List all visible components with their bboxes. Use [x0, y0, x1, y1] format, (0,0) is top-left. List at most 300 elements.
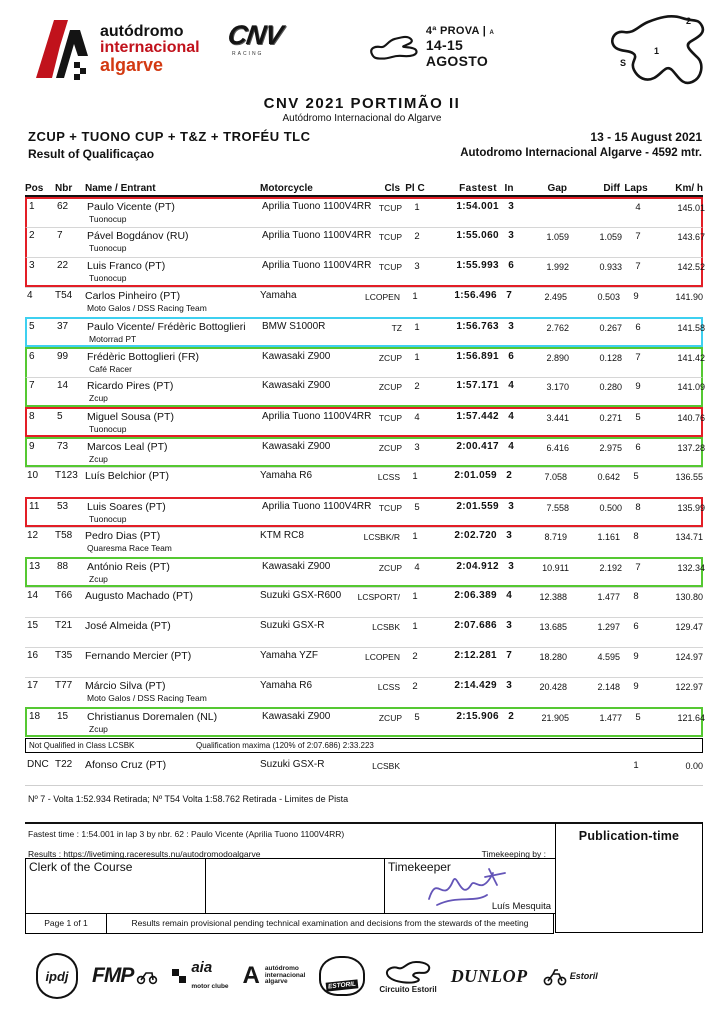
row-position: 6 — [29, 351, 35, 362]
aia-line1: autódromo — [100, 22, 184, 40]
separator-line — [25, 785, 703, 786]
row-motorcycle: Suzuki GSX-R600 — [260, 590, 342, 601]
cnv-logo — [225, 20, 318, 68]
rider-name: Fernando Mercier (PT) — [85, 650, 192, 662]
result-row — [25, 757, 703, 783]
trackmap-label-s: S — [620, 58, 627, 68]
result-row — [25, 317, 703, 347]
row-diff: 4.595 — [597, 651, 620, 662]
row-kmh: 134.71 — [675, 531, 703, 542]
row-in-lap: 4 — [508, 380, 514, 391]
prova-line1 — [426, 25, 518, 37]
row-kmh: 132.34 — [677, 562, 705, 573]
result-row — [25, 557, 703, 587]
row-place-in-class: 2 — [412, 681, 418, 692]
aia-logo — [30, 12, 210, 86]
signature-row — [25, 858, 556, 914]
aia-line3: algarve — [100, 55, 164, 76]
row-motorcycle: Kawasaki Z900 — [262, 351, 331, 362]
aia-checker-icon — [172, 969, 186, 983]
row-fastest-time: 1:55.993 — [456, 260, 499, 271]
row-fastest-time — [430, 759, 497, 783]
result-label: Result of Qualificaçao — [28, 147, 155, 161]
row-diff: 0.933 — [599, 261, 622, 272]
clerk-label: Clerk of the Course — [29, 860, 133, 874]
row-in-lap: 3 — [508, 230, 514, 241]
aia-line2: internacional — [100, 38, 200, 56]
row-number: 53 — [57, 501, 69, 512]
row-kmh: 145.01 — [677, 202, 705, 213]
row-class: LCSS — [377, 472, 400, 482]
row-name-cell — [85, 470, 260, 497]
row-place-in-class: 1 — [412, 531, 418, 542]
page-subtitle: Autódromo Internacional do Algarve — [282, 113, 442, 124]
publication-time-box — [555, 822, 703, 933]
row-class: TCUP — [378, 503, 402, 513]
prova-track-icon — [368, 30, 420, 64]
col-fastest: Fastest — [459, 183, 497, 194]
row-motorcycle: Aprilia Tuono 1100V4RR — [262, 230, 372, 241]
empty-signature-box — [205, 858, 385, 914]
row-fastest-time: 1:57.442 — [456, 411, 499, 422]
row-diff: 2.192 — [599, 562, 622, 573]
stewards-note: Nº 7 - Volta 1:52.934 Retirada; Nº T54 Volta 1:58.762 Retirada - Limites de Pista — [28, 794, 349, 804]
result-row — [25, 647, 703, 677]
timekeeper-name: Luís Mesquita — [491, 901, 551, 912]
row-in-lap: 6 — [508, 260, 514, 271]
row-fastest-time: 2:15.906 — [456, 711, 499, 722]
row-kmh: 121.64 — [677, 712, 705, 723]
timekeeping-by-label: Timekeeping by : — [481, 849, 546, 859]
row-gap: 7.558 — [546, 502, 569, 513]
row-in-lap: 3 — [506, 620, 512, 631]
row-name-cell — [87, 260, 262, 285]
row-gap: 7.058 — [544, 471, 567, 482]
row-motorcycle: KTM RC8 — [260, 530, 304, 541]
col-kmh: Km/ h — [675, 183, 703, 194]
fastest-time-line: Fastest time : 1:54.001 in lap 3 by nbr. 62 : Paulo Vicente (Aprilia Tuono 1100V4RR) — [28, 829, 345, 839]
row-fastest-time: 2:12.281 — [454, 650, 497, 661]
row-gap: 10.911 — [542, 562, 569, 573]
result-row — [25, 377, 703, 407]
row-position: 18 — [29, 711, 41, 722]
row-place-in-class: 1 — [412, 471, 418, 482]
row-class: LCSBK/R — [363, 532, 400, 542]
row-motorcycle: Kawasaki Z900 — [262, 561, 331, 572]
row-gap: 2.762 — [546, 322, 569, 333]
row-fastest-time: 1:56.496 — [454, 290, 497, 301]
estoril-helmet-logo — [319, 956, 365, 996]
row-place-in-class: 4 — [414, 562, 420, 573]
row-laps: 5 — [633, 471, 639, 482]
dnc-row-container — [25, 757, 703, 783]
row-in-lap: 3 — [508, 321, 514, 332]
row-position: 13 — [29, 561, 41, 572]
timekeeper-label: Timekeeper — [388, 860, 451, 874]
row-place-in-class: 3 — [414, 261, 420, 272]
row-in-lap — [497, 759, 521, 783]
row-laps: 5 — [635, 712, 641, 723]
row-laps: 7 — [635, 352, 641, 363]
row-laps: 8 — [633, 531, 639, 542]
rider-name: Luis Soares (PT) — [87, 501, 166, 513]
entrant-name: Tuonocup — [89, 424, 127, 434]
row-position: 3 — [29, 260, 35, 271]
row-gap: 20.428 — [539, 681, 567, 692]
row-fastest-time: 1:55.060 — [456, 230, 499, 241]
col-nbr: Nbr — [55, 183, 73, 194]
row-place-in-class: 1 — [412, 591, 418, 602]
rider-name: Carlos Pinheiro (PT) — [85, 290, 181, 302]
footer-bottom-row — [25, 913, 554, 934]
row-place-in-class: 2 — [412, 651, 418, 662]
motoval-bike-icon — [542, 966, 568, 986]
result-row — [25, 707, 703, 737]
row-number: T35 — [55, 650, 73, 661]
row-gap: 6.416 — [546, 442, 569, 453]
row-fastest-time: 1:57.171 — [456, 380, 499, 391]
row-fastest-time: 2:02.720 — [454, 530, 497, 541]
row-name-cell — [85, 759, 260, 783]
circuito-estoril-track-icon — [382, 958, 434, 984]
row-class: LCSPORT/ — [357, 592, 400, 602]
row-number: T54 — [55, 290, 73, 301]
row-position: 9 — [29, 441, 35, 452]
row-position: 5 — [29, 321, 35, 332]
result-row — [25, 527, 703, 557]
row-place-in-class: 5 — [414, 712, 420, 723]
row-position: 8 — [29, 411, 35, 422]
col-diff: Diff — [603, 183, 620, 194]
table-header — [25, 183, 703, 197]
dunlop-text: DUNLOP — [450, 965, 528, 986]
row-in-lap: 3 — [506, 530, 512, 541]
row-class: TZ — [391, 323, 402, 333]
row-gap: 21.905 — [541, 712, 569, 723]
entrant-name: Tuonocup — [89, 214, 127, 224]
row-laps: 7 — [635, 231, 641, 242]
circuit-map-icon — [598, 8, 710, 100]
row-kmh: 135.99 — [677, 502, 705, 513]
ipdj-logo — [36, 953, 78, 999]
row-gap: 3.170 — [546, 381, 569, 392]
row-position: 12 — [27, 530, 39, 541]
row-number: T22 — [55, 759, 73, 770]
not-qualified-label: Not Qualified in Class LCSBK — [29, 741, 135, 750]
row-class: LCOPEN — [365, 292, 400, 302]
col-moto: Motorcycle — [260, 183, 313, 194]
publication-time-label: Publication-time — [578, 829, 680, 843]
row-place-in-class — [400, 759, 430, 783]
row-class: LCSS — [377, 682, 400, 692]
row-position: 7 — [29, 380, 35, 391]
row-in-lap: 3 — [508, 561, 514, 572]
result-row — [25, 287, 703, 317]
cnv-logo-text: CNV — [225, 20, 285, 50]
fmp-bike-icon — [136, 967, 158, 985]
row-in-lap: 2 — [506, 470, 512, 481]
row-place-in-class: 1 — [412, 291, 418, 302]
page-title: CNV 2021 PORTIMÃO II — [263, 95, 461, 112]
row-kmh: 141.42 — [677, 352, 705, 363]
row-laps: 9 — [633, 651, 639, 662]
row-fastest-time: 1:56.891 — [456, 351, 499, 362]
row-kmh: 137.28 — [677, 442, 705, 453]
entrant-name: Tuonocup — [89, 243, 127, 253]
row-number: T66 — [55, 590, 73, 601]
row-place-in-class: 5 — [414, 502, 420, 513]
row-laps: 6 — [633, 621, 639, 632]
row-in-lap: 3 — [506, 680, 512, 691]
row-class: TCUP — [378, 232, 402, 242]
results-url-line[interactable]: Results : https://livetiming.raceresults.nu/autodromodoalgarve — [28, 849, 261, 859]
row-laps: 1 — [633, 760, 639, 771]
result-row — [25, 257, 703, 287]
algarve-logo — [243, 962, 306, 990]
row-name-cell — [87, 201, 262, 227]
row-laps: 8 — [633, 591, 639, 602]
row-diff: 0.267 — [599, 322, 622, 333]
row-class: ZCUP — [378, 382, 402, 392]
row-motorcycle: Aprilia Tuono 1100V4RR — [262, 501, 372, 512]
row-motorcycle: Kawasaki Z900 — [262, 711, 331, 722]
fmp-logo — [92, 964, 158, 988]
aia-logo-mark-icon — [30, 16, 92, 82]
row-gap: 2.495 — [544, 291, 567, 302]
row-diff: 1.477 — [597, 591, 620, 602]
row-place-in-class: 2 — [414, 381, 420, 392]
row-kmh: 141.90 — [675, 291, 703, 302]
rider-name: Christianus Doremalen (NL) — [87, 711, 218, 723]
row-diff: 0.128 — [599, 352, 622, 363]
trackmap-label-1: 1 — [654, 46, 660, 56]
row-name-cell — [87, 351, 262, 377]
cnv-logo-subtext: RACING — [232, 51, 264, 57]
row-gap: 3.441 — [546, 412, 569, 423]
row-name-cell — [87, 321, 262, 345]
row-in-lap: 6 — [508, 351, 514, 362]
row-name-cell — [87, 561, 262, 585]
row-diff: 0.280 — [599, 381, 622, 392]
row-class: TCUP — [378, 203, 402, 213]
row-gap: 12.388 — [539, 591, 567, 602]
row-class: ZCUP — [378, 353, 402, 363]
row-in-lap: 4 — [508, 411, 514, 422]
row-gap: 1.992 — [546, 261, 569, 272]
row-number: 7 — [57, 230, 63, 241]
entrant-name: Zcup — [89, 724, 108, 734]
row-position: 4 — [27, 290, 33, 301]
col-in: In — [504, 183, 514, 194]
rider-name: Pável Bogdánov (RU) — [87, 230, 189, 242]
row-class: ZCUP — [378, 563, 402, 573]
row-place-in-class: 1 — [414, 322, 420, 333]
row-diff: 0.271 — [599, 412, 622, 423]
classes-line: ZCUP + TUONO CUP + T&Z + TROFÉU TLC — [28, 129, 311, 144]
row-in-lap: 2 — [508, 711, 514, 722]
row-motorcycle: BMW S1000R — [262, 321, 326, 332]
row-name-cell — [85, 680, 260, 707]
rider-name: Luís Belchior (PT) — [85, 470, 170, 482]
dunlop-logo — [451, 966, 528, 987]
prova-line1-text: 4ª PROVA | — [425, 25, 487, 37]
row-position: 1 — [29, 201, 35, 212]
result-row — [25, 617, 703, 647]
row-gap: 8.719 — [544, 531, 567, 542]
row-kmh: 141.09 — [677, 381, 705, 392]
algarve-l2: internacional — [264, 971, 306, 979]
row-diff: 1.161 — [597, 531, 620, 542]
row-gap: 13.685 — [539, 621, 567, 632]
row-name-cell — [87, 501, 262, 525]
row-laps: 4 — [635, 202, 641, 213]
row-fastest-time: 2:01.559 — [456, 501, 499, 512]
rider-name: Augusto Machado (PT) — [85, 590, 193, 602]
row-position: 10 — [27, 470, 39, 481]
row-class: LCOPEN — [365, 652, 400, 662]
row-motorcycle: Yamaha R6 — [260, 470, 313, 481]
row-laps: 6 — [635, 322, 641, 333]
row-name-cell — [85, 290, 260, 317]
row-motorcycle: Aprilia Tuono 1100V4RR — [262, 411, 372, 422]
entrant-name: Moto Galos / DSS Racing Team — [87, 693, 207, 703]
row-number: T58 — [55, 530, 73, 541]
row-fastest-time: 2:14.429 — [454, 680, 497, 691]
row-laps: 7 — [635, 562, 641, 573]
algarve-a-icon: A — [242, 962, 260, 989]
row-position: 14 — [27, 590, 39, 601]
row-laps: 9 — [633, 291, 639, 302]
row-diff: 1.297 — [597, 621, 620, 632]
timekeeper-box — [384, 858, 556, 914]
row-motorcycle: Suzuki GSX-R — [260, 620, 325, 631]
sponsor-logo-strip — [36, 948, 696, 1004]
row-position: DNC — [27, 759, 49, 770]
row-fastest-time: 1:54.001 — [456, 201, 499, 212]
rider-name: Pedro Dias (PT) — [85, 530, 161, 542]
row-number: 62 — [57, 201, 69, 212]
row-motorcycle: Aprilia Tuono 1100V4RR — [262, 260, 372, 271]
qualification-maxima: Qualification maxima (120% of 2:07.686) 2:33.223 — [196, 741, 374, 750]
row-kmh: 124.97 — [675, 651, 703, 662]
algarve-l3: algarve — [264, 978, 288, 986]
rider-name: Márcio Silva (PT) — [85, 680, 166, 692]
row-fastest-time: 2:04.912 — [456, 561, 499, 572]
row-name-cell — [85, 590, 260, 617]
row-diff: 0.642 — [597, 471, 620, 482]
event-date: 13 - 15 August 2021 — [590, 130, 702, 144]
ipdj-badge-icon: ipdj — [36, 953, 78, 999]
row-motorcycle: Yamaha YZF — [260, 650, 318, 661]
results-table — [25, 183, 703, 804]
row-place-in-class: 1 — [414, 202, 420, 213]
row-fastest-time: 2:07.686 — [454, 620, 497, 631]
row-number: 5 — [57, 411, 63, 422]
row-position: 16 — [27, 650, 39, 661]
row-in-lap: 3 — [508, 501, 514, 512]
prova-line1-mark: A — [489, 30, 494, 36]
row-motorcycle: Suzuki GSX-R — [260, 759, 325, 770]
col-plc: Pl C — [405, 183, 425, 194]
row-kmh: 142.52 — [677, 261, 705, 272]
clerk-box — [25, 858, 206, 914]
algarve-l1: autódromo — [264, 964, 299, 972]
aia-motor-clube-sub: motor clube — [191, 983, 229, 990]
row-name-cell — [87, 230, 262, 257]
prova-line2: 14-15 AGOSTO — [425, 37, 489, 69]
row-laps: 9 — [633, 681, 639, 692]
row-in-lap: 4 — [508, 441, 514, 452]
row-kmh: 136.55 — [675, 471, 703, 482]
motoval-estoril-logo — [542, 966, 598, 986]
row-kmh: 141.58 — [677, 322, 705, 333]
row-in-lap: 7 — [506, 650, 512, 661]
row-gap: 18.280 — [539, 651, 567, 662]
venue-line: Autodromo Internacional Algarve - 4592 mtr. — [460, 147, 702, 159]
row-gap — [521, 759, 567, 783]
row-kmh: 130.80 — [675, 591, 703, 602]
entrant-name: Zcup — [89, 574, 108, 584]
row-laps: 9 — [635, 381, 641, 392]
row-place-in-class: 4 — [414, 412, 420, 423]
col-name: Name / Entrant — [85, 183, 156, 194]
row-kmh: 140.76 — [677, 412, 705, 423]
rider-name: Frédèric Bottoglieri (FR) — [87, 351, 200, 363]
row-name-cell — [87, 411, 262, 435]
row-diff: 1.059 — [599, 231, 622, 242]
page-indicator: Page 1 of 1 — [25, 913, 107, 934]
row-kmh: 143.67 — [677, 231, 705, 242]
row-diff: 0.503 — [597, 291, 620, 302]
result-row — [25, 587, 703, 617]
row-laps: 6 — [635, 442, 641, 453]
result-row — [25, 227, 703, 257]
col-pos: Pos — [25, 183, 44, 194]
row-class: ZCUP — [378, 443, 402, 453]
rider-name: José Almeida (PT) — [85, 620, 171, 632]
rider-name: Miguel Sousa (PT) — [87, 411, 174, 423]
fmp-logo-text: FMP — [92, 964, 134, 987]
rider-name: Luis Franco (PT) — [87, 260, 166, 272]
row-gap — [523, 201, 569, 227]
rider-name: Ricardo Pires (PT) — [87, 380, 174, 392]
row-place-in-class: 2 — [414, 231, 420, 242]
provisional-disclaimer: Results remain provisional pending technical examination and decisions from the stewards of the meeting — [106, 913, 554, 934]
row-name-cell — [85, 530, 260, 557]
row-number: 99 — [57, 351, 69, 362]
rider-name: Afonso Cruz (PT) — [85, 759, 167, 771]
row-position: 15 — [27, 620, 39, 631]
row-name-cell — [85, 620, 260, 647]
row-gap: 2.890 — [546, 352, 569, 363]
row-position: 17 — [27, 680, 39, 691]
row-position: 11 — [29, 501, 40, 512]
not-qualified-box — [25, 738, 703, 753]
row-laps: 5 — [635, 412, 641, 423]
entrant-name: Quaresma Race Team — [87, 543, 172, 553]
row-diff — [569, 201, 622, 227]
row-number: 88 — [57, 561, 69, 572]
result-row — [25, 497, 703, 527]
row-in-lap: 3 — [508, 201, 514, 212]
row-name-cell — [85, 650, 260, 677]
rider-name: Paulo Vicente (PT) — [87, 201, 175, 213]
rider-name: António Reis (PT) — [87, 561, 170, 573]
col-laps: Laps — [624, 183, 648, 194]
result-row — [25, 437, 703, 467]
row-place-in-class: 1 — [414, 352, 420, 363]
row-class: TCUP — [378, 262, 402, 272]
